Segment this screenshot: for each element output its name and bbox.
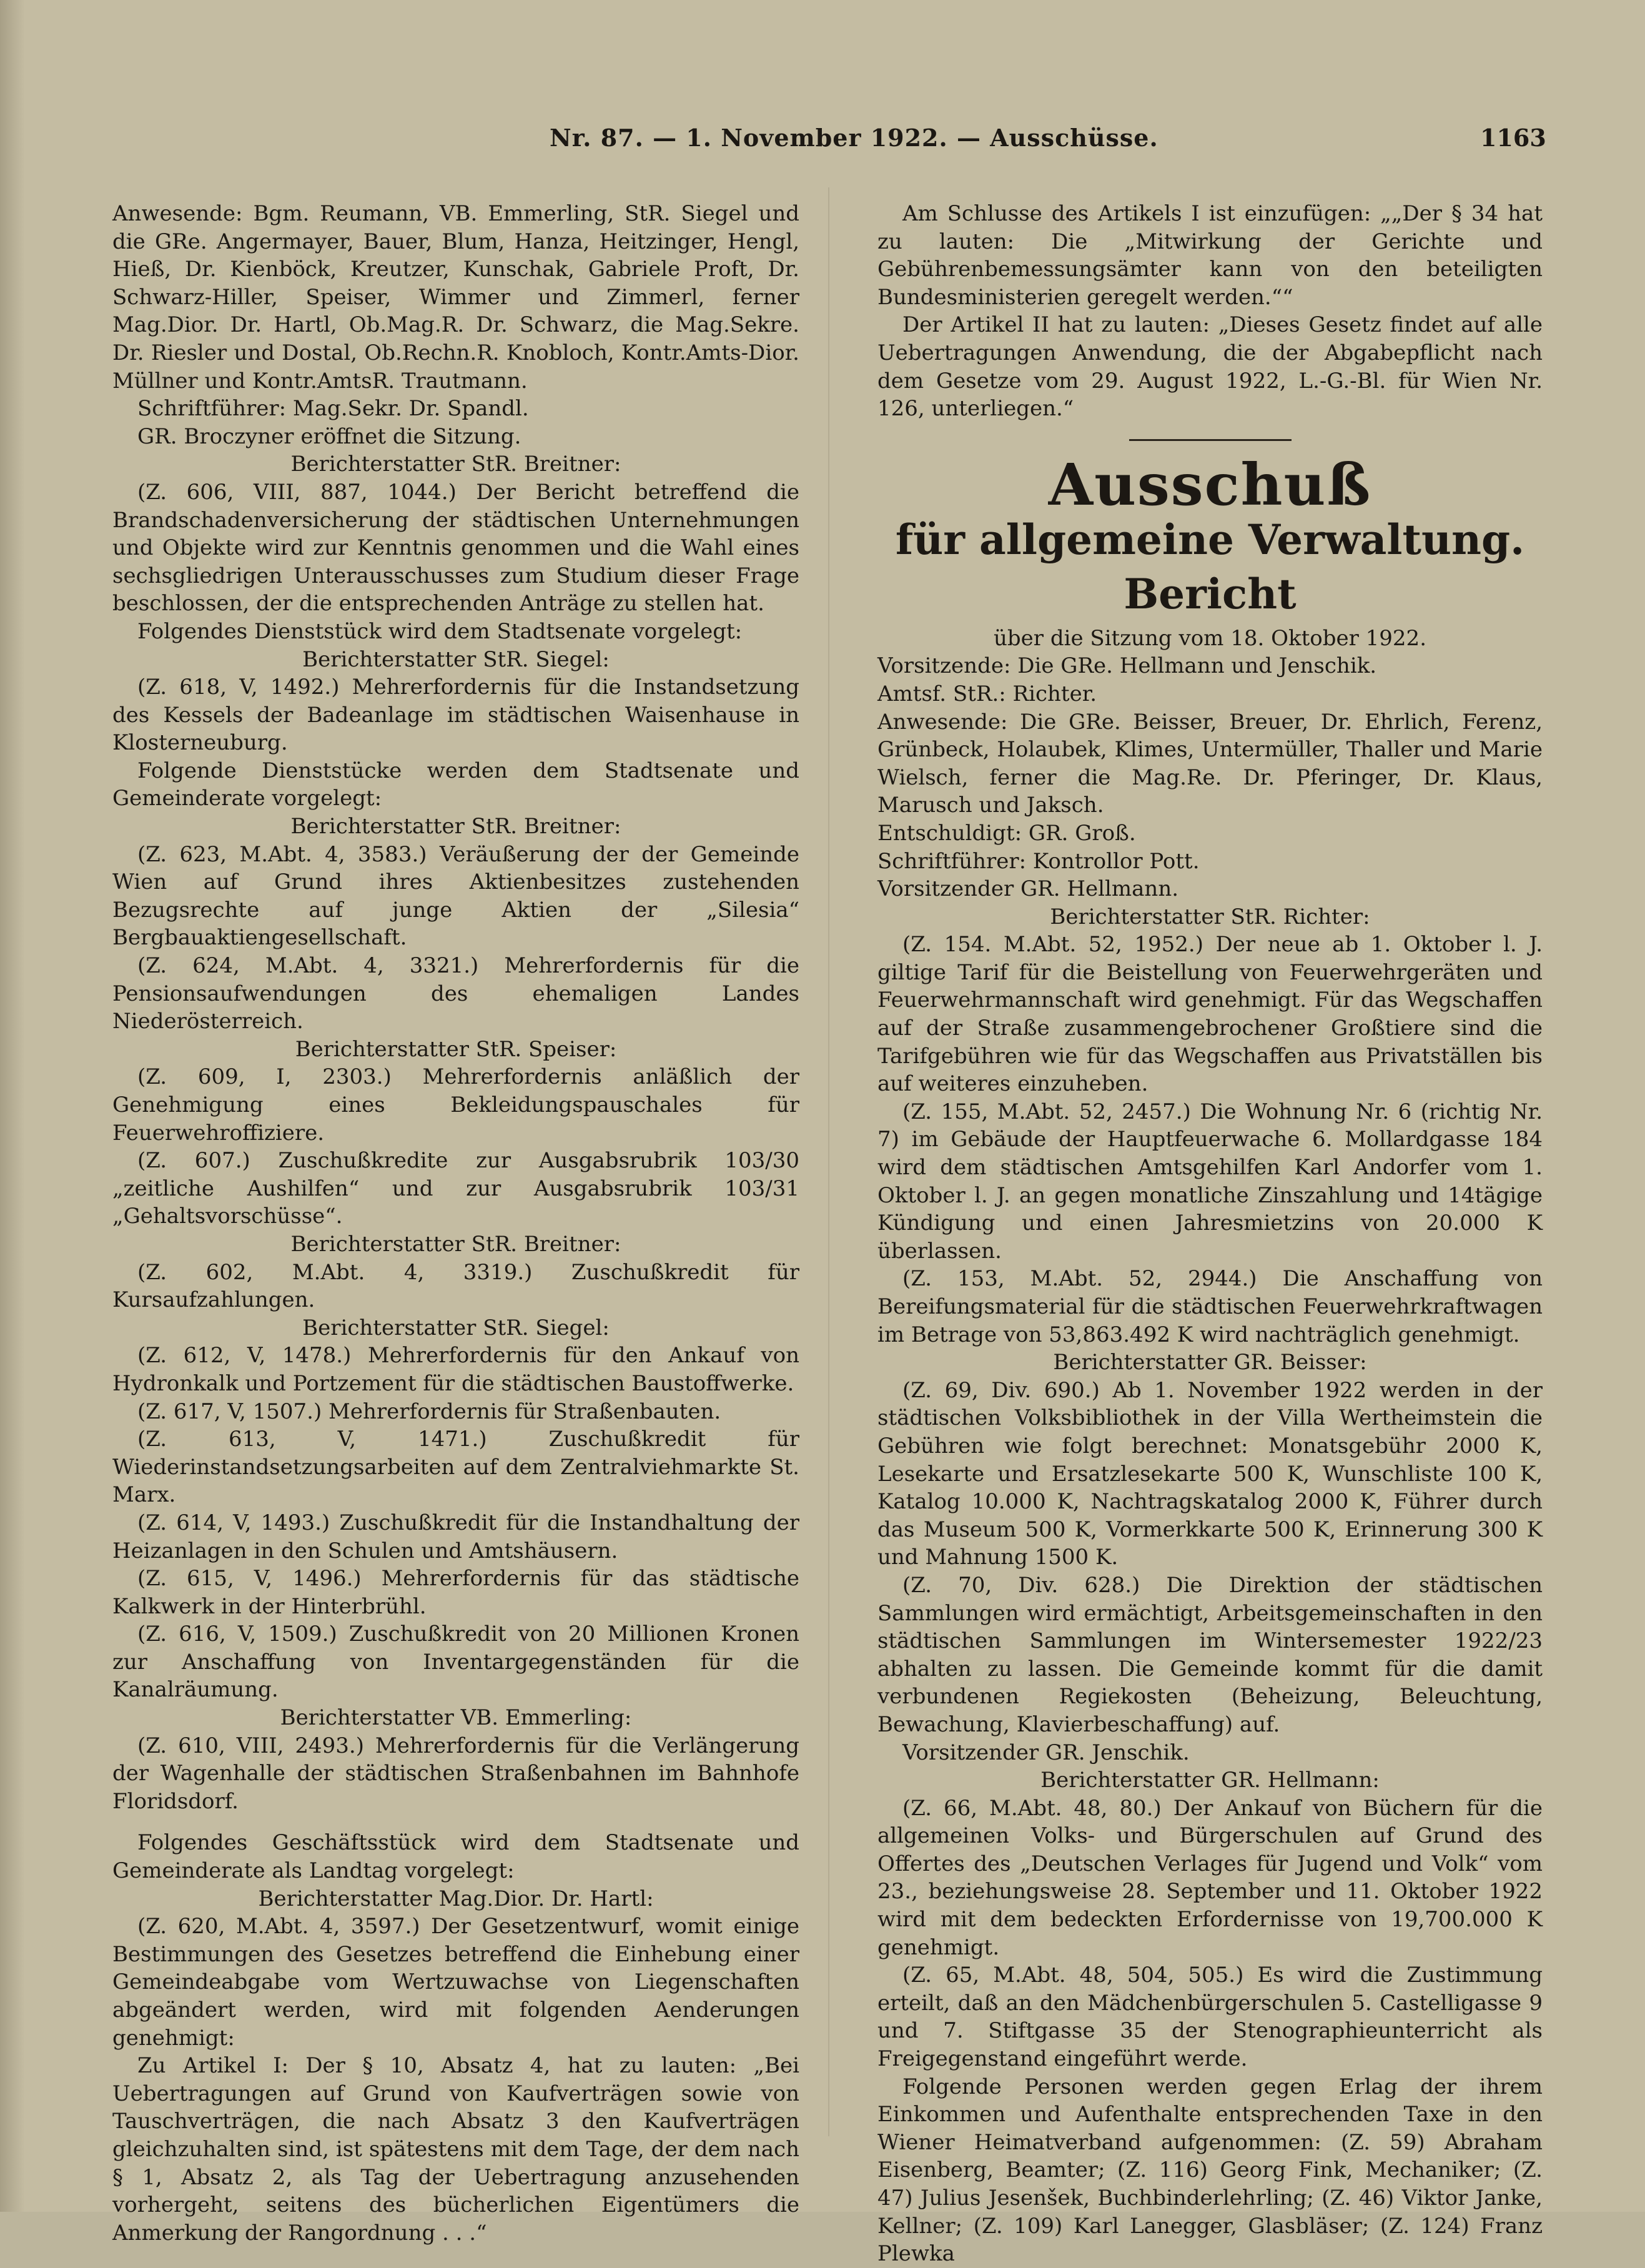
rapporteur-heading: Berichterstatter GR. Beisser: [1053,1350,1367,1375]
session-date-line: über die Sitzung vom 18. Oktober 1922. [993,625,1426,651]
rapporteur-heading: Berichterstatter StR. Breitner: [290,452,621,477]
attendees-paragraph: Anwesende: Die GRe. Beisser, Breuer, Dr. Ehrlich, Ferenz, Grünbeck, Holaubek, Klimes, Untermüller, Thaller und Marie Wielsch, ferner die Mag.Re. Dr. Pferinger, Dr. Klaus, Marusch und Jaksch. [877,709,1543,818]
submission-paragraph: Folgende Dienststücke werden dem Stadtsenate und Gemeinderate vorgelegt: [112,758,799,811]
item-paragraph: (Z. 610, VIII, 2493.) Mehrerfordernis für die Verlängerung der Wagenhalle der städtischen Straßenbahnen im Bahnhofe Floridsdorf. [112,1733,799,1814]
item-paragraph: (Z. 624, M.Abt. 4, 3321.) Mehrerfordernis für die Pensionsaufwendungen des ehemaligen Landes Niederösterreich. [112,953,799,1034]
rapporteur-heading: Berichterstatter StR. Speiser: [295,1036,617,1062]
right-column [877,200,1543,2268]
rapporteur-heading: Berichterstatter StR. Siegel: [302,1315,610,1340]
item-paragraph: (Z. 155, M.Abt. 52, 2457.) Die Wohnung Nr. 6 (richtig Nr. 7) im Gebäude der Hauptfeuerwache 6. Mollardgasse 184 wird dem städtischen Amtsgehilfen Karl Andorfer vom 1. Oktober l. J. an gegen monatliche Zinszahlung und 14tägige Kündigung und einen Jahresmietzins von 20.000 K überlassen. [877,1099,1543,1264]
rapporteur-heading: Berichterstatter Mag.Dior. Dr. Hartl: [258,1886,654,1911]
item-paragraph: (Z. 602, M.Abt. 4, 3319.) Zuschußkredit für Kursaufzahlungen. [112,1259,799,1313]
rapporteur-heading: Berichterstatter StR. Breitner: [290,1231,621,1257]
item-paragraph: (Z. 617, V, 1507.) Mehrerfordernis für Straßenbauten. [137,1399,721,1424]
section-heading-second: für allgemeine Verwaltung. [895,515,1525,564]
item-paragraph: (Z. 620, M.Abt. 4, 3597.) Der Gesetzentwurf, womit einige Bestimmungen des Gesetzes betreffend die Einhebung einer Gemeindeabgabe vom Wertzuwachse von Liegenschaften abgeändert werden, wird mit folgenden Aenderungen genehmigt: [112,1914,799,2051]
column-gutter [828,187,829,2136]
secretary-line: Schriftführer: Mag.Sekr. Dr. Spandl. [137,396,529,422]
secretary-line: Schriftführer: Kontrollor Pott. [877,848,1200,874]
submission-paragraph: Folgendes Dienststück wird dem Stadtsenate vorgelegt: [137,618,743,644]
item-paragraph: (Z. 609, I, 2303.) Mehrerfordernis anläßlich der Genehmigung eines Bekleidungspauschales für Feuerwehroffiziere. [112,1064,799,1146]
item-paragraph: (Z. 66, M.Abt. 48, 80.) Der Ankauf von Büchern für die allgemeinen Volks- und Bürgerschulen auf Grund des Offertes des „Deutschen Verlages für Jugend und Volk“ vom 23., beziehungsweise 28. September und 11. Oktober 1922 wird mit dem bedeckten Erfordernisse von 19,700.000 K genehmigt. [877,1795,1543,1960]
item-paragraph: (Z. 65, M.Abt. 48, 504, 505.) Es wird die Zustimmung erteilt, daß an den Mädchenbürgerschulen 5. Castelligasse 9 und 7. Stiftgasse 35 der Stenographieunterricht als Freigegenstand eingeführt werde. [877,1963,1543,2072]
item-paragraph: (Z. 70, Div. 628.) Die Direktion der städtischen Sammlungen wird ermächtigt, Arbeitsgemeinschaften in den städtischen Sammlungen im Wintersemester 1922/23 abhalten zu lassen. Die Gemeinde kommt für die damit verbundenen Regiekosten (Beheizung, Beleuchtung, Bewachung, Klavierbeschaffung) auf. [877,1572,1543,1737]
amendment-paragraph: Am Schlusse des Artikels I ist einzufügen: „„Der § 34 hat zu lauten: Die „Mitwirkung der Gerichte und Gebührenbemessungsämter kann von den beteiligten Bundesministerien geregelt werden.““ [877,201,1543,310]
section-divider [1129,439,1292,441]
rapporteur-heading: Berichterstatter StR. Breitner: [290,814,621,839]
rapporteur-heading: Berichterstatter StR. Siegel: [302,646,610,672]
item-paragraph: (Z. 614, V, 1493.) Zuschußkredit für die Instandhaltung der Heizanlagen in den Schulen und Amtshäusern. [112,1510,799,1563]
page-edge-shadow [0,0,25,2212]
councillor-line: Amtsf. StR.: Richter. [877,681,1097,706]
item-paragraph: (Z. 616, V, 1509.) Zuschußkredit von 20 Millionen Kronen zur Anschaffung von Inventargegenständen für die Kanalräumung. [112,1622,799,1703]
section-heading: Ausschuß [1048,450,1372,518]
item-paragraph: (Z. 623, M.Abt. 4, 3583.) Veräußerung der der Gemeinde Wien auf Grund ihres Aktienbesitzes zustehenden Bezugsrechte auf junge Aktien der „Silesia“ Bergbauaktiengesellschaft. [112,841,799,951]
item-paragraph: (Z. 612, V, 1478.) Mehrerfordernis für den Ankauf von Hydronkalk und Portzement für die städtischen Baustoffwerke. [112,1343,799,1396]
amendment-paragraph: Zu Artikel I: Der § 10, Absatz 4, hat zu lauten: „Bei Uebertragungen auf Grund von Kaufverträgen sowie von Tauschverträgen, die nach Absatz 3 den Kaufverträgen gleichzuhalten sind, ist spätestens mit dem Tage, der dem nach § 1, Absatz 2, als Tag der Uebertragung anzusehenden vorhergeht, seitens des bücherlichen Eigentümers die Anmerkung der Rangordnung . . .“ [112,2053,799,2246]
attendees-paragraph: Anwesende: Bgm. Reumann, VB. Emmerling, StR. Siegel und die GRe. Angermayer, Bauer, Blum, Hanza, Heitzinger, Hengl, Hieß, Dr. Kienböck, Kreutzer, Kunschak, Gabriele Proft, Dr. Schwarz-Hiller, Speiser, Wimmer und Zimmerl, ferner Mag.Dior. Dr. Hartl, Ob.Mag.R. Dr. Schwarz, die Mag.Sekre. Dr. Riesler und Dostal, Ob.Rechn.R. Knobloch, Kontr.Amts-Dior. Müllner und Kontr.AmtsR. Trautmann. [112,201,799,394]
header-title: Nr. 87. — 1. November 1922. — Ausschüsse. [550,124,1158,152]
chair-line: Vorsitzender GR. Hellmann. [877,876,1179,902]
rapporteur-heading: Berichterstatter StR. Richter: [1050,904,1370,929]
item-paragraph: (Z. 153, M.Abt. 52, 2944.) Die Anschaffung von Bereifungsmaterial für die städtischen Feuerwehrkraftwagen im Betrage von 53,863.492 K wird nachträglich genehmigt. [877,1266,1543,1347]
item-paragraph: (Z. 618, V, 1492.) Mehrerfordernis für die Instandsetzung des Kessels der Badeanlage im städtischen Waisenhause in Klosterneuburg. [112,675,799,756]
item-paragraph: (Z. 607.) Zuschußkredite zur Ausgabsrubrik 103/30 „zeitliche Aushilfen“ und zur Ausgabsrubrik 103/31 „Gehaltsvorschüsse“. [112,1148,799,1229]
opening-line: GR. Broczyner eröffnet die Sitzung. [137,423,521,449]
item-paragraph: Folgende Personen werden gegen Erlag der ihrem Einkommen und Aufenthalte entsprechenden Taxe in den Wiener Heimatverband aufgenommen: (Z. 59) Abraham Eisenberg, Beamter; (Z. 116) Georg Fink, Mechaniker; (Z. 47) Julius Jesenšek, Buchbinderlehrling; (Z. 46) Viktor Janke, Kellner; (Z. 109) Karl Lanegger, Glasbläser; (Z. 124) Franz Plewka [877,2074,1543,2267]
report-heading: Bericht [1124,569,1297,618]
chairs-line: Vorsitzende: Die GRe. Hellmann und Jenschik. [877,653,1377,679]
chair-line: Vorsitzender GR. Jenschik. [902,1740,1190,1765]
item-paragraph: (Z. 613, V, 1471.) Zuschußkredit für Wiederinstandsetzungsarbeiten auf dem Zentralviehmarkte St. Marx. [112,1427,799,1508]
excused-line: Entschuldigt: GR. Groß. [877,820,1136,846]
item-paragraph: (Z. 606, VIII, 887, 1044.) Der Bericht betreffend die Brandschadenversicherung der städtischen Unternehmungen und Objekte wird zur Kenntnis genommen und die Wahl eines sechsgliedrigen Unterausschusses zum Studium dieser Frage beschlossen, der die entsprechenden Anträge zu stellen hat. [112,479,799,617]
item-paragraph: (Z. 615, V, 1496.) Mehrerfordernis für das städtische Kalkwerk in der Hinterbrühl. [112,1566,799,1619]
left-column [112,200,799,2247]
running-header [0,124,1645,161]
item-paragraph: (Z. 69, Div. 690.) Ab 1. November 1922 werden in der städtischen Volksbibliothek in der Villa Wertheimstein die Gebühren wie folgt berechnet: Monatsgebühr 2000 K, Lesekarte und Ersatzlesekarte 500 K, Wunschliste 100 K, Katalog 10.000 K, Nachtragskatalog 2000 K, Führer durch das Museum 500 K, Vormerkkarte 500 K, Erinnerung 300 K und Mahnung 1500 K. [877,1377,1543,1570]
rapporteur-heading: Berichterstatter GR. Hellmann: [1040,1768,1380,1793]
item-paragraph: (Z. 154. M.Abt. 52, 1952.) Der neue ab 1. Oktober l. J. giltige Tarif für die Beistellung von Feuerwehrgeräten und Feuerwehrmannschaft wird genehmigt. Für das Wegschaffen auf der Straße zusammengebrochener Großtiere sind die Tarifgebühren wie für das Wegschaffen aus Privatställen bis auf weiteres einzuheben. [877,932,1543,1097]
rapporteur-heading: Berichterstatter VB. Emmerling: [280,1705,632,1731]
amendment-paragraph: Der Artikel II hat zu lauten: „Dieses Gesetz findet auf alle Uebertragungen Anwendung, die der Abgabepflicht nach dem Gesetze vom 29. August 1922, L.-G.-Bl. für Wien Nr. 126, unterliegen.“ [877,312,1543,422]
page-number: 1163 [1480,124,1546,152]
submission-paragraph: Folgendes Geschäftsstück wird dem Stadtsenate und Gemeinderate als Landtag vorgelegt: [112,1830,799,1884]
